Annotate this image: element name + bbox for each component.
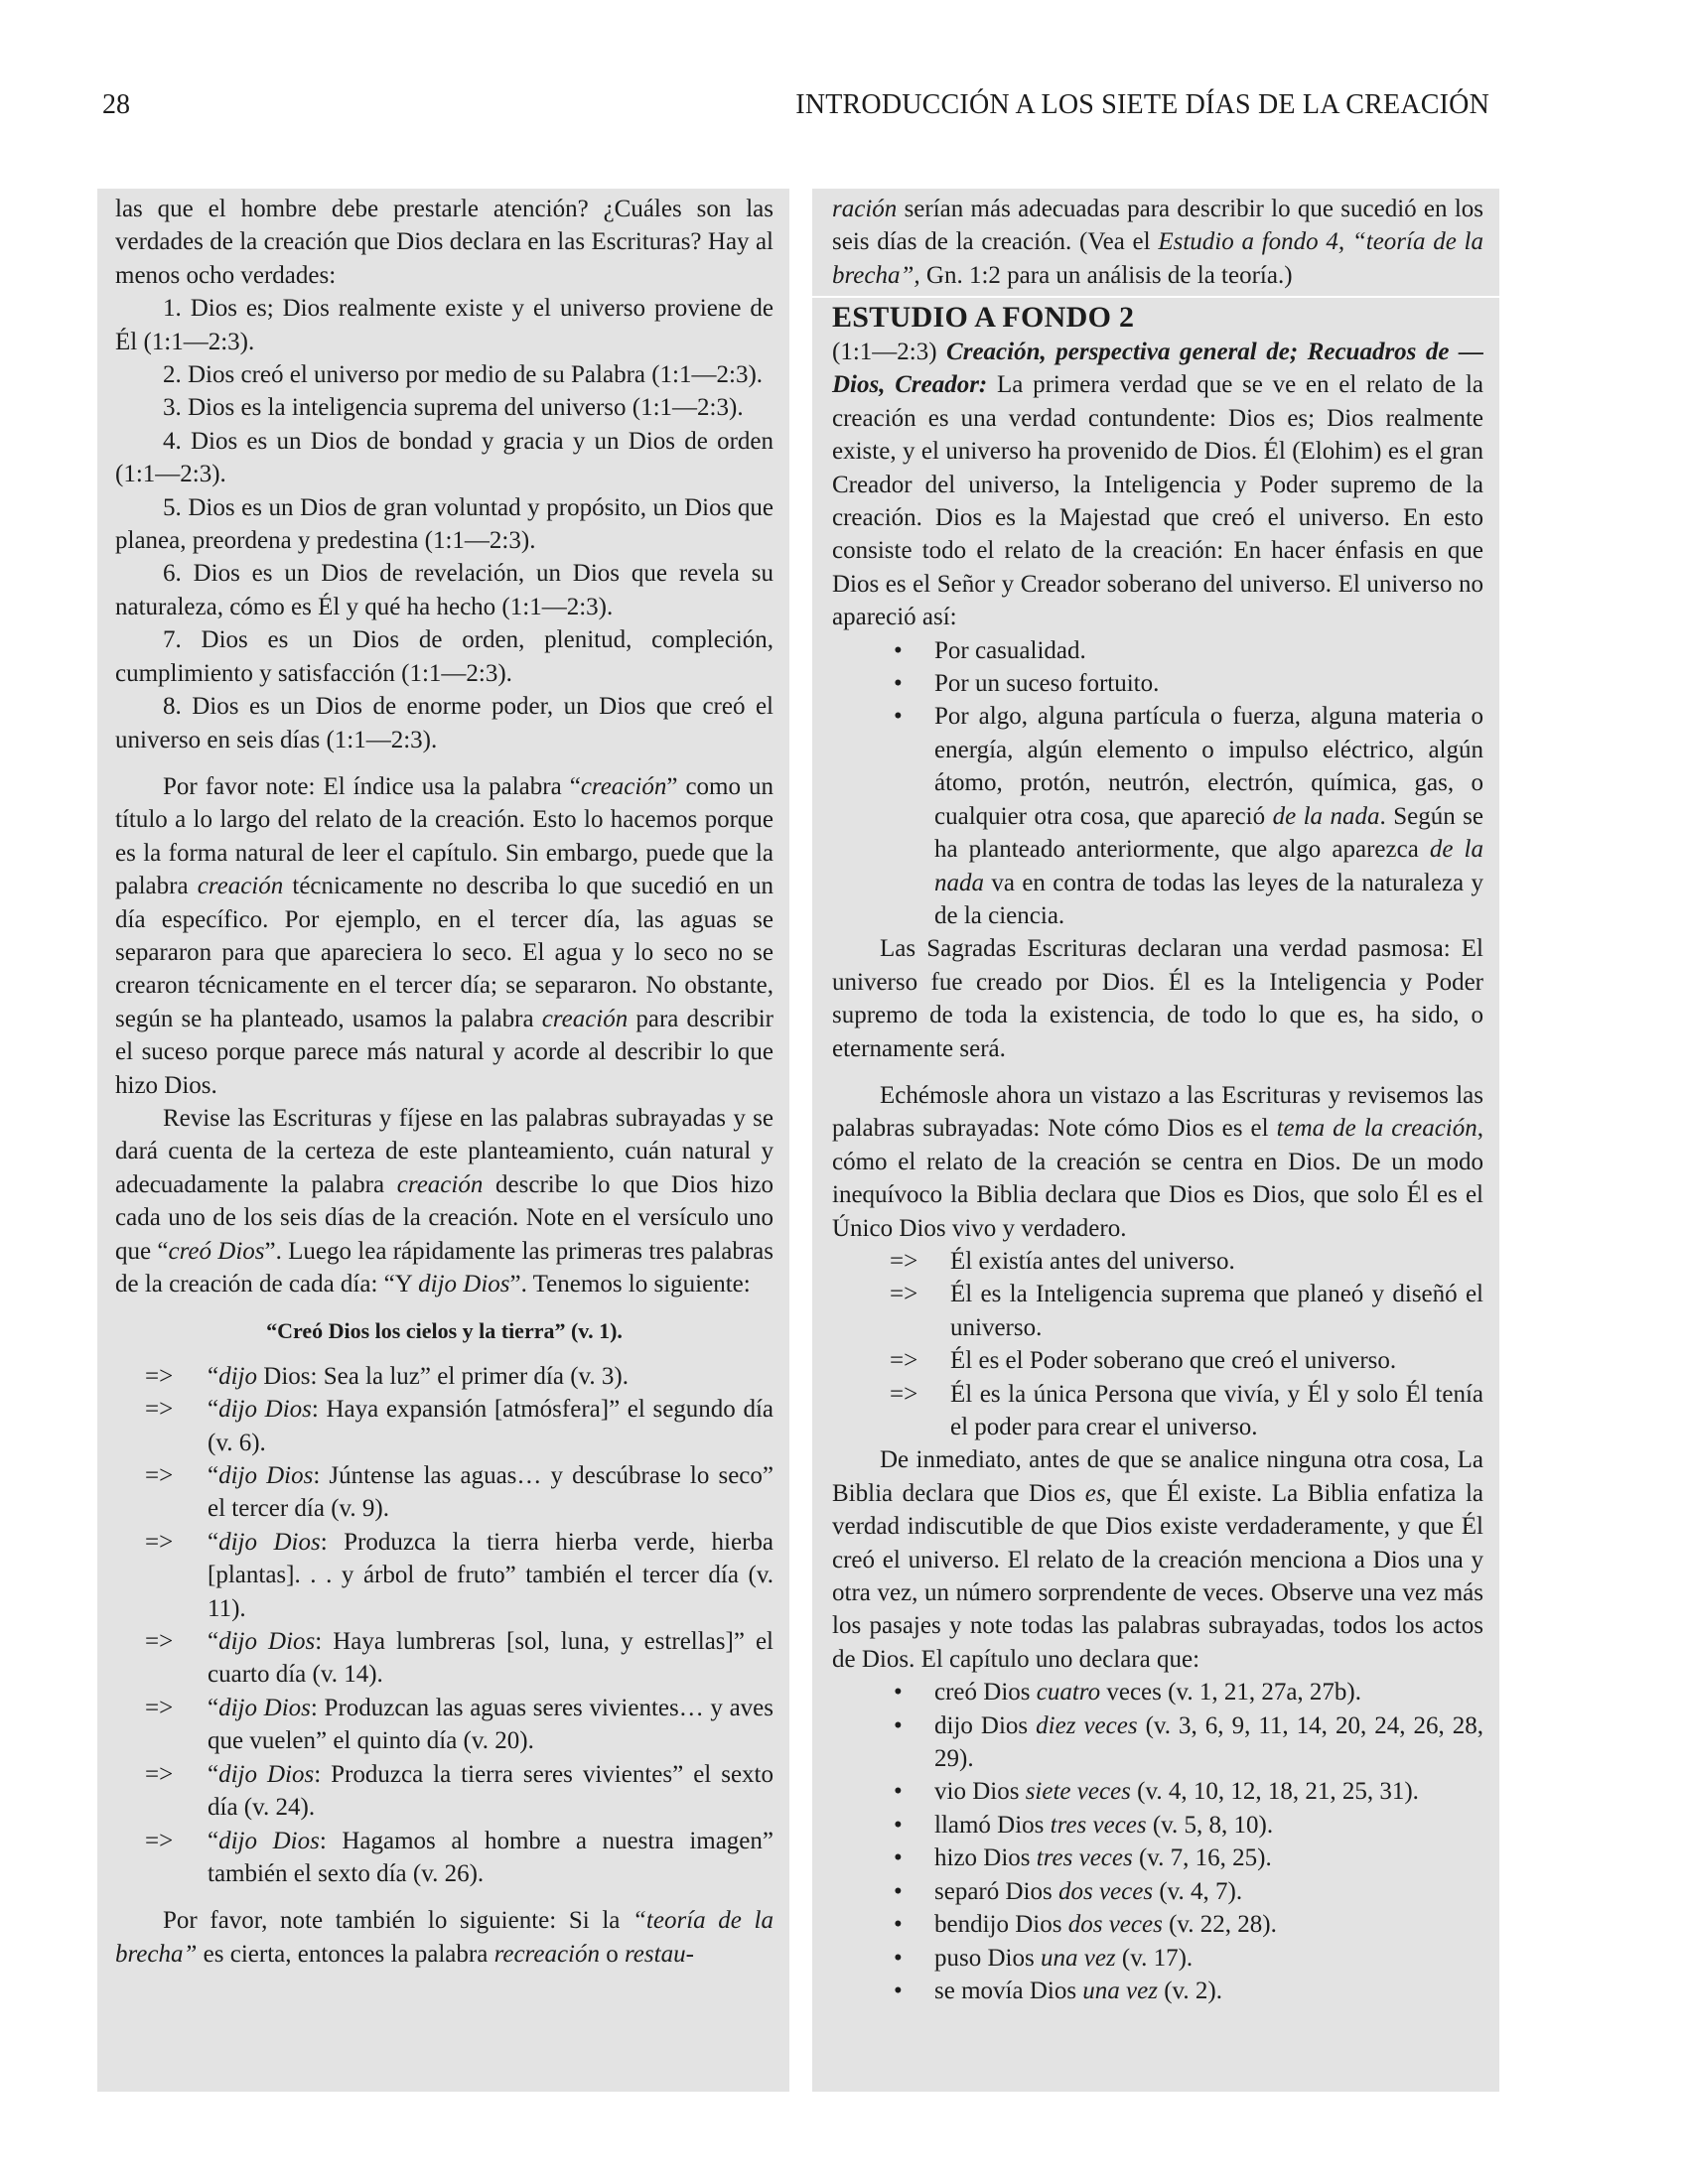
note-italic-3: creación	[541, 1005, 629, 1032]
bullet-text: Por un suceso fortuito.	[934, 670, 1160, 698]
review-italic-2: creó Dios	[168, 1237, 265, 1265]
arrow-marker: =>	[145, 1827, 174, 1854]
count-pre: dijo Dios	[934, 1711, 1037, 1739]
review-italic-3: dijo Dios	[418, 1271, 510, 1297]
bullet-dot: •	[894, 1977, 903, 2004]
arrow-item	[832, 1278, 1483, 1344]
count-text	[934, 1775, 1483, 1808]
b3-italic-1: de la nada	[1272, 802, 1380, 830]
count-post: (v. 17).	[1115, 1944, 1194, 1972]
day-rest: : Produzca la tierra seres vivientes” el sexto día (v. 24).	[208, 1760, 774, 1822]
study-topic: Creación, perspectiva general de; Recuadros de — Dios, Creador:	[832, 339, 1483, 399]
arrow-text: Él es la única Persona que vivía, y Él y solo Él tenía el poder para crear el universo.	[950, 1380, 1483, 1440]
review-text-1: Revise las Escrituras y fíjese en las palabras subrayadas y se dará cuenta de la certeza de este planteamiento, cuán natural y adecuadamente la palabra	[115, 1104, 774, 1198]
cont-italic-1: ración	[832, 196, 898, 222]
arrow-marker: =>	[145, 1396, 174, 1424]
day-italic: dijo Dios	[218, 1462, 314, 1490]
count-italic: siete veces	[1025, 1778, 1131, 1806]
count-text	[934, 1676, 1483, 1708]
day-text	[208, 1692, 774, 1758]
count-post: (v. 4, 10, 12, 18, 21, 25, 31).	[1130, 1778, 1419, 1806]
final-italic-2: recreación	[493, 1940, 600, 1968]
review-scriptures-paragraph	[832, 1079, 1483, 1245]
day-italic: dijo Dios	[218, 1628, 316, 1656]
day-item-8	[115, 1825, 774, 1891]
count-item	[832, 1875, 1483, 1908]
review-text-4: ”. Tenemos lo siguiente:	[509, 1271, 751, 1297]
count-item	[832, 1908, 1483, 1941]
bullet-item	[832, 634, 1483, 667]
p3-text-2: , cómo el relato de la creación se centra en Dios. De un modo inequívoco la Biblia declara que Dios es Dios, que solo Él es el Único Dios vivo y verdadero.	[832, 1115, 1483, 1242]
count-pre: se movía Dios	[934, 1977, 1083, 2004]
bullet-item	[832, 700, 1483, 932]
immediately-paragraph	[832, 1443, 1483, 1676]
day-text	[208, 1758, 774, 1825]
count-text	[934, 1975, 1483, 2007]
study-box	[812, 298, 1499, 2092]
arrow-marker: =>	[145, 1628, 174, 1656]
count-post: (v. 3, 6, 9, 11, 14, 20, 24, 26, 28, 29).	[934, 1711, 1483, 1773]
day-rest: : Produzcan las aguas seres vivientes… y aves que vuelen” el quinto día (v. 20).	[208, 1694, 774, 1755]
day-item-4	[115, 1526, 774, 1625]
count-pre: separó Dios	[934, 1877, 1058, 1905]
bullet-dot: •	[894, 1944, 903, 1972]
day-text	[208, 1825, 774, 1891]
day-item-7	[115, 1758, 774, 1825]
count-post: (v. 22, 28).	[1162, 1911, 1277, 1939]
running-title: INTRODUCCIÓN A LOS SIETE DÍAS DE LA CREACIÓN	[795, 89, 1489, 120]
arrow-marker: =>	[145, 1694, 174, 1721]
arrow-marker: =>	[890, 1247, 918, 1275]
count-pre: bendijo Dios	[934, 1911, 1068, 1939]
day-text	[208, 1526, 774, 1625]
review-paragraph	[115, 1102, 774, 1300]
quote-mark: “	[208, 1827, 219, 1854]
study-ref: (1:1—2:3)	[832, 339, 947, 365]
count-post: (v. 2).	[1157, 1977, 1222, 2004]
count-item	[832, 1676, 1483, 1708]
p3-italic-1: tema de la creación	[1276, 1115, 1477, 1143]
bullet-dot: •	[894, 1811, 903, 1839]
arrow-item	[832, 1378, 1483, 1444]
truth-1: 1. Dios es; Dios realmente existe y el universo proviene de Él (1:1—2:3).	[115, 295, 774, 355]
b3-text-2: . Según se ha planteado anteriormente, que algo aparezca	[934, 802, 1483, 864]
count-italic: una vez	[1040, 1944, 1116, 1972]
arrow-text: Él es el Poder soberano que creó el universo.	[950, 1347, 1397, 1375]
truth-3: 3. Dios es la inteligencia suprema del universo (1:1—2:3).	[163, 394, 744, 422]
note-italic-1: creación	[580, 772, 667, 800]
truth-6: 6. Dios es un Dios de revelación, un Dios que revela su naturaleza, cómo es Él y qué ha hecho (1:1—2:3).	[115, 560, 774, 620]
day-rest: : Haya expansión [atmósfera]” el segundo día (v. 6).	[208, 1396, 774, 1456]
day-item-1	[115, 1360, 774, 1393]
day-text	[208, 1360, 774, 1393]
count-item	[832, 1809, 1483, 1842]
bullet-dot: •	[894, 636, 903, 664]
day-italic: dijo Dios	[218, 1694, 311, 1721]
day-item-6	[115, 1692, 774, 1758]
count-post: veces (v. 1, 21, 27a, 27b).	[1100, 1679, 1361, 1706]
quote-mark: “	[208, 1628, 219, 1656]
count-item	[832, 1709, 1483, 1776]
truth-8: 8. Dios es un Dios de enorme poder, un Dios que creó el universo en seis días (1:1—2:3).	[115, 693, 774, 753]
quote-mark: “	[208, 1760, 219, 1788]
note-text-3: técnicamente no describa lo que sucedió en un día específico. Por ejemplo, en el tercer día, las aguas se separaron para que apareciera lo seco. El agua y lo seco no se crearon técnicamente en el tercer día; se separaron. No obstante, según se ha planteado, usamos la palabra	[115, 873, 774, 1032]
arrow-text: Él existía antes del universo.	[950, 1247, 1235, 1275]
day-italic: dijo Dios	[218, 1760, 315, 1788]
quote-mark: “	[208, 1528, 219, 1556]
arrow-marker: =>	[890, 1281, 918, 1308]
count-italic: diez veces	[1036, 1711, 1138, 1739]
day-text	[208, 1393, 774, 1459]
truth-2: 2. Dios creó el universo por medio de su Palabra (1:1—2:3).	[163, 361, 764, 389]
arrow-text: Él es la Inteligencia suprema que planeó y diseñó el universo.	[950, 1281, 1483, 1341]
bullet-text	[934, 700, 1483, 932]
day-rest: : Júntense las aguas… y descúbrase lo seco” el tercer día (v. 9).	[208, 1462, 774, 1523]
cont-text-2: Gn. 1:2 para un análisis de la teoría.)	[919, 261, 1293, 289]
final-text-3: o	[600, 1940, 625, 1968]
day-item-5	[115, 1625, 774, 1692]
b3-italic-2: de la nada	[934, 836, 1483, 896]
study-intro-paragraph	[832, 336, 1483, 634]
left-intro-paragraph: las que el hombre debe prestarle atención? ¿Cuáles son las verdades de la creación que Dios declara en las Escrituras? Hay al menos ocho verdades:	[115, 196, 774, 289]
b3-text-1: Por algo, alguna partícula o fuerza, alguna materia o energía, algún elemento o impulso eléctrico, algún átomo, protón, neutrón, electrón, química, gas, o cualquier otra cosa, que apareció	[934, 703, 1483, 830]
count-text	[934, 1842, 1483, 1874]
p3-text-1: Echémosle ahora un vistazo a las Escrituras y revisemos las palabras subrayadas: Note cómo Dios es el	[832, 1081, 1483, 1143]
truth-5: 5. Dios es un Dios de gran voluntad y propósito, un Dios que planea, preordena y predestina (1:1—2:3).	[115, 493, 774, 555]
p4-text-2: , que Él existe. La Biblia enfatiza la verdad indiscutible de que Dios existe verdaderamente, y que Él creó el universo. El relato de la creación menciona a Dios una y otra vez, un número sorprendente de veces. Observe una vez más los pasajes y note todas las palabras subrayadas, todos los actos de Dios. El capítulo uno declara que:	[832, 1479, 1484, 1673]
day-rest: : Produzca la tierra hierba verde, hierba [plantas]. . . y árbol de fruto” también el tercer día (v. 11).	[208, 1528, 774, 1622]
quote-mark: “	[208, 1362, 219, 1390]
day-italic: dijo Dios	[218, 1396, 312, 1424]
final-text-1: Por favor, note también lo siguiente: Si la	[163, 1907, 633, 1935]
review-text-3: ”. Luego lea rápidamente las primeras tres palabras de la creación de cada día: “Y	[115, 1237, 774, 1297]
count-item	[832, 1775, 1483, 1808]
left-column	[97, 189, 789, 2092]
count-text	[934, 1875, 1483, 1908]
scriptures-paragraph: Las Sagradas Escrituras declaran una verdad pasmosa: El universo fue creado por Dios. Él es la Inteligencia y Poder supremo de toda la existencia, de todo lo que es, ha sido, o eternamente será.	[832, 935, 1483, 1062]
day-rest: : Hagamos al hombre a nuestra imagen” también el sexto día (v. 26).	[208, 1827, 774, 1887]
bullet-dot: •	[894, 1778, 903, 1806]
review-italic-1: creación	[396, 1170, 484, 1198]
p4-italic-1: es	[1084, 1479, 1106, 1507]
count-text	[934, 1709, 1483, 1776]
count-italic: una vez	[1082, 1977, 1158, 2004]
bullet-dot: •	[894, 703, 903, 731]
count-italic: dos veces	[1067, 1911, 1163, 1939]
count-italic: tres veces	[1050, 1811, 1147, 1839]
note-paragraph	[115, 770, 774, 1102]
final-text-2: es cierta, entonces la palabra	[197, 1940, 494, 1968]
bullet-dot: •	[894, 1911, 903, 1939]
count-item	[832, 1975, 1483, 2007]
study-text: La primera verdad que se ve en el relato de la creación es una verdad contundente: Dios es; Dios realmente existe, y el universo ha provenido de Dios. Él (Elohim) es el gran Creador del universo, la Inteligencia y Poder supremo de la creación. Dios es la Majestad que creó el universo. En esto consiste todo el relato de la creación: En hacer énfasis en que Dios es el Señor y Creador soberano del universo. El universo no apareció así:	[832, 371, 1483, 631]
note-italic-2: creación	[197, 873, 284, 900]
page-number: 28	[102, 89, 130, 120]
arrow-marker: =>	[145, 1528, 174, 1556]
count-italic: tres veces	[1036, 1844, 1133, 1872]
day-rest: Dios: Sea la luz” el primer día (v. 3).	[257, 1362, 629, 1390]
count-item	[832, 1842, 1483, 1874]
day-rest: : Haya lumbreras [sol, luna, y estrellas]” el cuarto día (v. 14).	[208, 1628, 774, 1689]
day-italic: dijo	[218, 1362, 258, 1390]
b3-text-3: va en contra de todas las leyes de la naturaleza y de la ciencia.	[934, 869, 1483, 929]
count-pre: llamó Dios	[934, 1811, 1051, 1839]
count-pre: hizo Dios	[934, 1844, 1037, 1872]
count-pre: vio Dios	[934, 1778, 1026, 1806]
truth-7: 7. Dios es un Dios de orden, plenitud, compleción, cumplimiento y satisfacción (1:1—2:3).	[115, 626, 774, 687]
arrow-marker: =>	[145, 1362, 174, 1390]
final-paragraph	[115, 1904, 774, 1971]
day-item-3	[115, 1459, 774, 1526]
truth-4: 4. Dios es un Dios de bondad y gracia y un Dios de orden (1:1—2:3).	[115, 427, 774, 488]
cont-italic-2: Estudio a fondo 4, “teoría de la brecha”,	[832, 228, 1483, 289]
count-pre: puso Dios	[934, 1944, 1041, 1972]
right-continuation-box	[812, 189, 1499, 296]
bullet-dot: •	[894, 1679, 903, 1706]
count-post: (v. 4, 7).	[1153, 1877, 1243, 1905]
note-text-4: para describir el suceso porque parece más natural y acorde al describir lo que hizo Dios.	[115, 1005, 774, 1099]
arrow-marker: =>	[145, 1462, 174, 1490]
bullet-dot: •	[894, 1844, 903, 1872]
count-italic: cuatro	[1036, 1679, 1101, 1706]
bullet-dot: •	[894, 1877, 903, 1905]
count-post: (v. 5, 8, 10).	[1146, 1811, 1274, 1839]
p4-text-1: De inmediato, antes de que se analice ninguna otra cosa, La Biblia declara que Dios	[832, 1446, 1483, 1507]
bullet-item	[832, 667, 1483, 700]
quote-mark: “	[208, 1694, 219, 1721]
arrow-marker: =>	[890, 1347, 918, 1375]
note-text-2: ” como un título a lo largo del relato de la creación. Esto lo hacemos porque es la forma natural de leer el capítulo. Sin embargo, puede que la palabra	[115, 772, 774, 900]
count-item	[832, 1942, 1483, 1975]
count-italic: dos veces	[1057, 1877, 1154, 1905]
day-italic: dijo Dios	[218, 1528, 321, 1556]
final-italic-1: “teoría de la brecha”	[115, 1907, 774, 1968]
study-heading: ESTUDIO A FONDO 2	[832, 301, 1135, 334]
arrow-marker: =>	[890, 1380, 918, 1408]
bullet-text: Por casualidad.	[934, 636, 1086, 664]
continuation-paragraph	[832, 193, 1483, 292]
day-italic: dijo Dios	[218, 1827, 320, 1854]
day-item-2	[115, 1393, 774, 1459]
genesis-1-1-quote: “Creó Dios los cielos y la tierra” (v. 1).	[266, 1318, 623, 1344]
final-italic-3: restau-	[625, 1940, 694, 1968]
bullet-dot: •	[894, 1711, 903, 1739]
count-text	[934, 1942, 1483, 1975]
count-pre: creó Dios	[934, 1679, 1037, 1706]
quote-mark: “	[208, 1396, 219, 1424]
page-header	[0, 0, 1688, 139]
day-text	[208, 1625, 774, 1692]
note-text-1: Por favor note: El índice usa la palabra “	[163, 772, 581, 800]
cont-text-1: serían más adecuadas para describir lo que sucedió en los seis días de la creación. (Vea el	[832, 196, 1483, 256]
bullet-dot: •	[894, 670, 903, 698]
day-text	[208, 1459, 774, 1526]
arrow-marker: =>	[145, 1760, 174, 1788]
count-post: (v. 7, 16, 25).	[1132, 1844, 1272, 1872]
arrow-item	[832, 1245, 1483, 1278]
quote-mark: “	[208, 1462, 219, 1490]
arrow-item	[832, 1344, 1483, 1377]
count-text	[934, 1908, 1483, 1941]
count-text	[934, 1809, 1483, 1842]
review-text-2: describe lo que Dios hizo cada uno de los seis días de la creación. Note en el versículo uno que “	[115, 1170, 774, 1265]
